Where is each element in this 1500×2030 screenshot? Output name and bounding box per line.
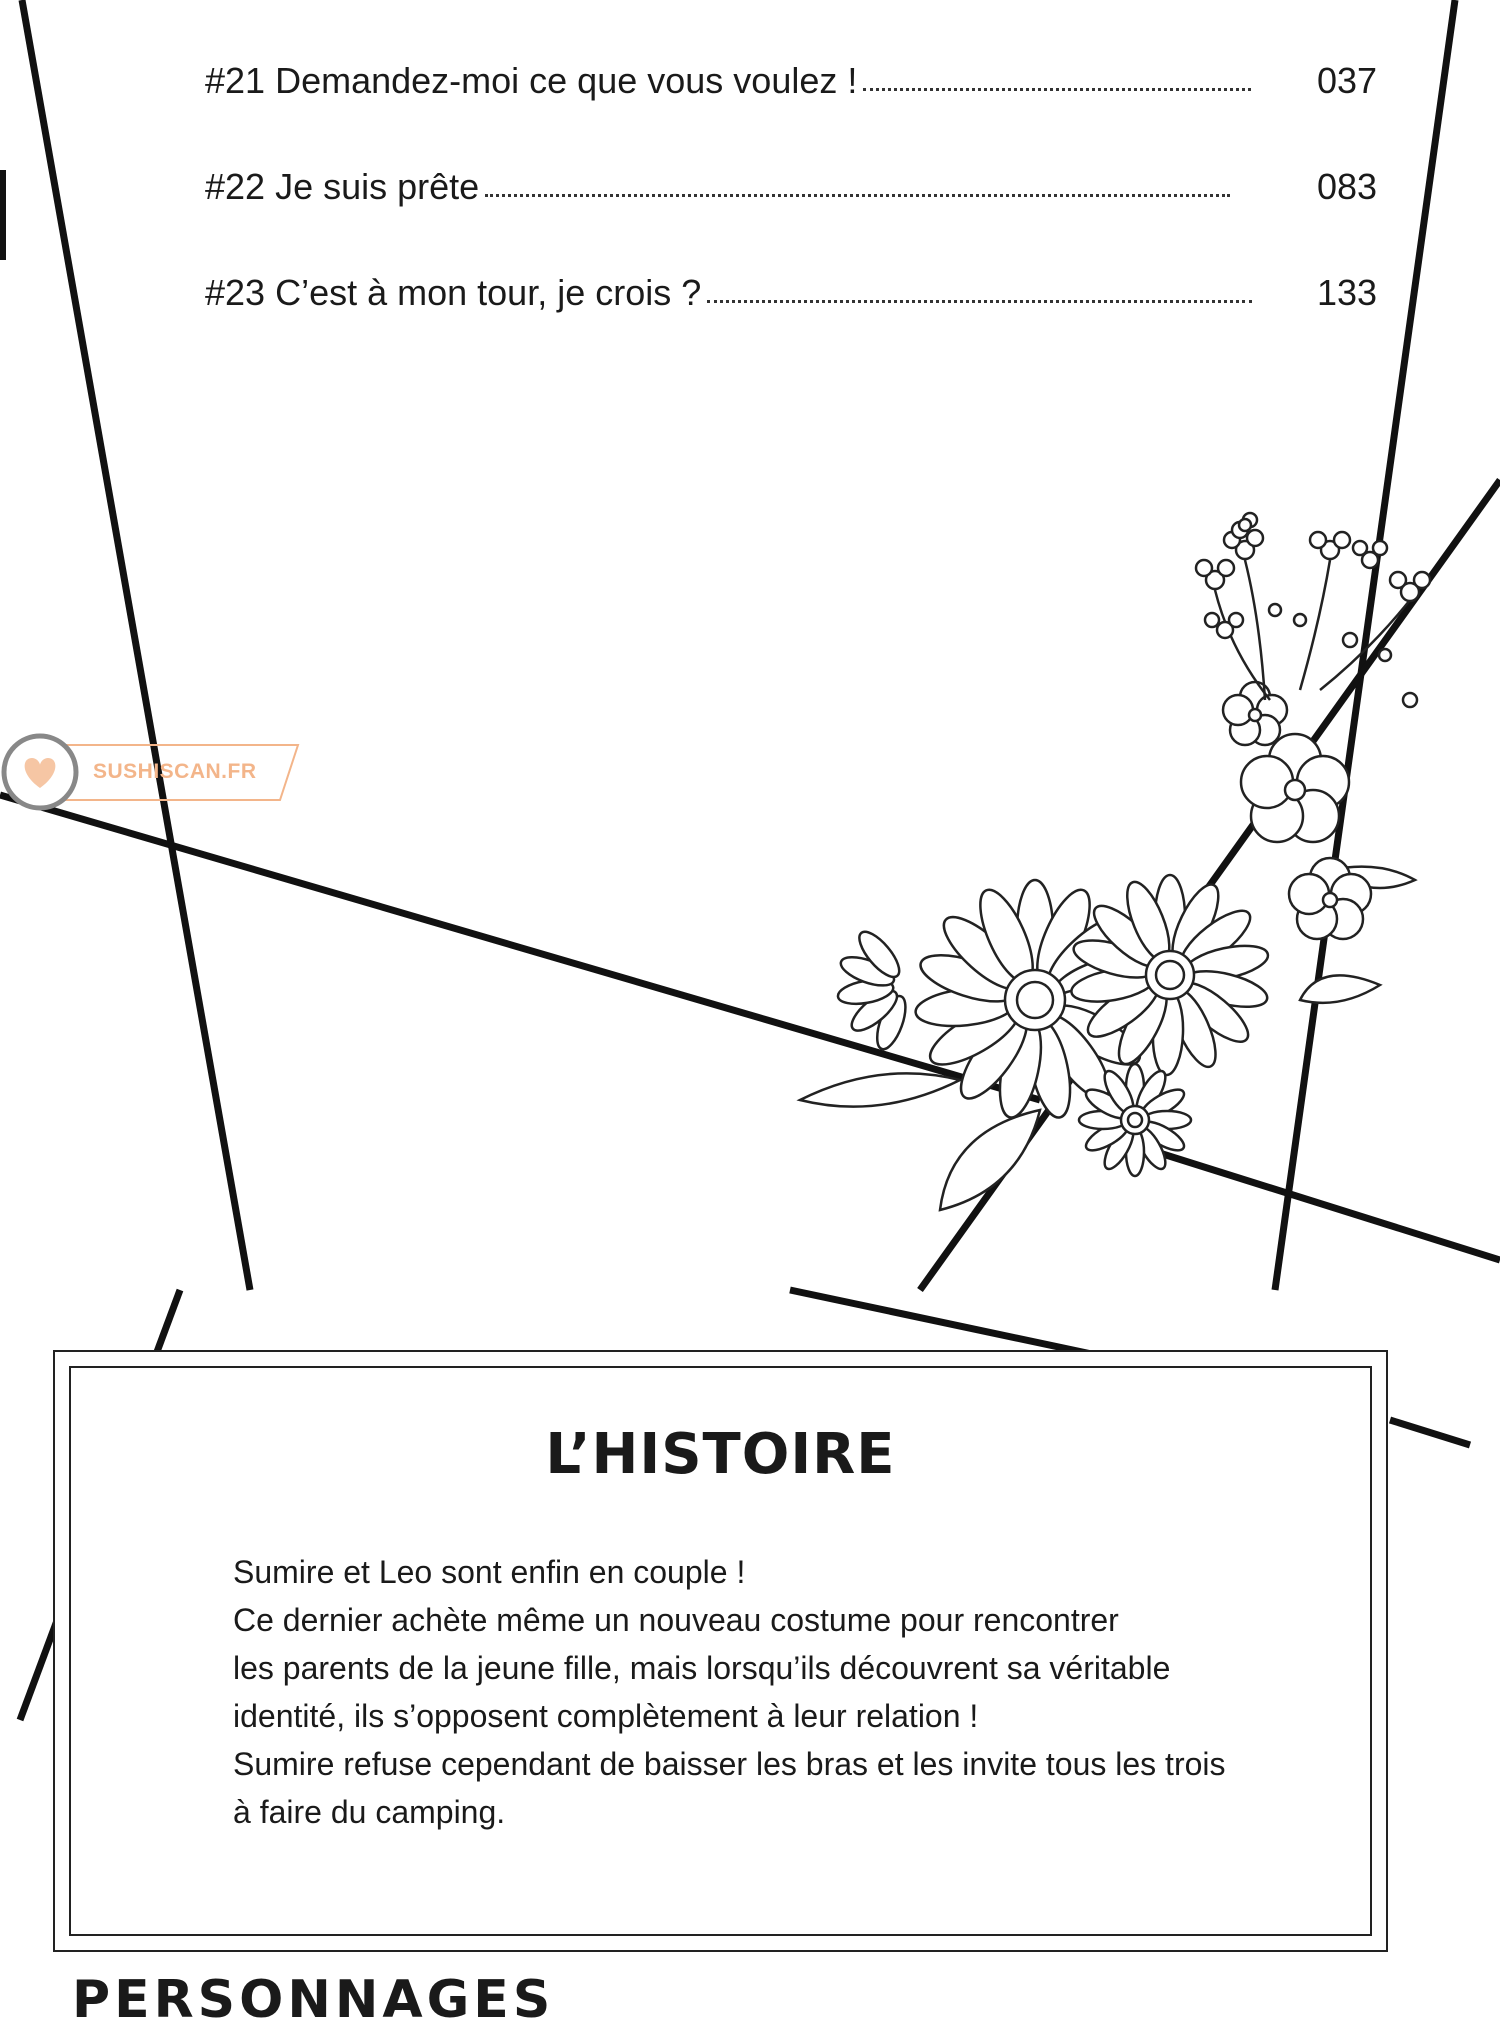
toc-leader-dots [707,300,1252,303]
story-box [53,1350,1388,1952]
toc-entry[interactable] [205,134,1378,240]
toc-leader-dots [863,88,1251,91]
toc-entry-title: #21 Demandez-moi ce que vous voulez ! [205,60,863,102]
story-line: Ce dernier achète même un nouveau costume pour rencontrer [233,1602,1119,1638]
toc-leader-dots [485,194,1230,197]
decor-line-lower [1150,1150,1500,1260]
toc-entry[interactable] [205,28,1378,134]
story-heading: L’HISTOIRE [545,1422,896,1487]
story-line: Sumire et Leo sont enfin en couple ! [233,1554,746,1590]
story-line: identité, ils s’opposent complètement à leur relation ! [233,1698,979,1734]
toc-entry[interactable] [205,240,1378,346]
story-line: les parents de la jeune fille, mais lorsqu’ils découvrent sa véritable [233,1650,1171,1686]
story-summary [233,1548,1226,1836]
section-heading-characters: PERSONNAGES [72,1970,555,2030]
decor-left-tick [0,170,6,260]
toc-entry-page: 133 [1317,272,1378,313]
watermark-text: SUSHISCAN.FR [93,760,257,783]
flower-bouquet [800,513,1430,1210]
table-of-contents [205,28,1378,346]
toc-entry-page: 083 [1317,166,1378,207]
story-line: Sumire refuse cependant de baisser les bras et les invite tous les trois [233,1746,1226,1782]
decor-line-bottom-right [1390,1420,1470,1445]
toc-entry-title: #23 C’est à mon tour, je crois ? [205,272,707,314]
story-line: à faire du camping. [233,1794,506,1830]
toc-entry-page: 037 [1317,60,1378,101]
toc-entry-title: #22 Je suis prête [205,166,485,208]
